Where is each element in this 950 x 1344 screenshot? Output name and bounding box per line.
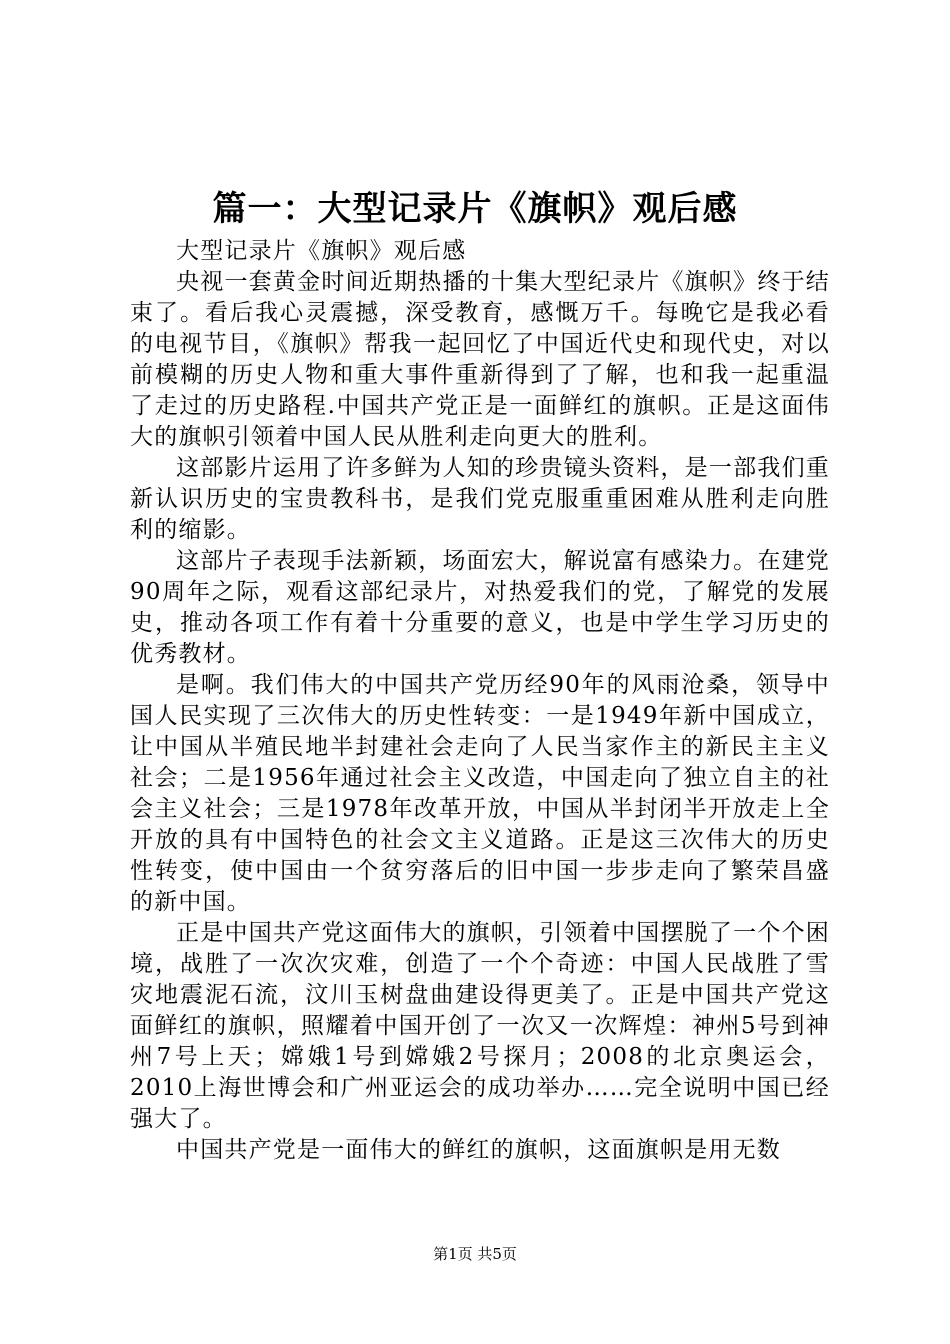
body-paragraph-5: 正是中国共产党这面伟大的旗帜，引领着中国摆脱了一个个困境，战胜了一次次灾难，创造了一个个奇迹：中国人民战胜了雪灾地震泥石流，汶川玉树盘曲建设得更美了。正是中国共产党这面鲜红的旗帜，照耀着中国开创了一次又一次辉煌：神州5号到神州7号上天；嫦娥1号到嫦娥2号探月；2008的北京奥运会，2010上海世博会和广州亚运会的成功举办……完全说明中国已经强大了。 bbox=[130, 920, 830, 1132]
body-paragraph-2: 这部影片运用了许多鲜为人知的珍贵镜头资料，是一部我们重新认识历史的宝贵教科书，是我们党克服重重困难从胜利走向胜利的缩影。 bbox=[130, 455, 830, 543]
page-footer: 第1页 共5页 bbox=[433, 1245, 517, 1263]
document-body bbox=[130, 236, 830, 1166]
body-paragraph-4: 是啊。我们伟大的中国共产党历经90年的风雨沧桑，领导中国人民实现了三次伟大的历史性转变：一是1949年新中国成立，让中国从半殖民地半封建社会走向了人民当家作主的新民主主义社会；二是1956年通过社会主义改造，中国走向了独立自主的社会主义社会；三是1978年改革开放，中国从半封闭半开放走上全开放的具有中国特色的社会文主义道路。正是这三次伟大的历史性转变，使中国由一个贫穷落后的旧中国一步步走向了繁荣昌盛的新中国。 bbox=[130, 672, 830, 915]
document-title: 篇一：大型记录片《旗帜》观后感 bbox=[212, 189, 738, 229]
subtitle-paragraph: 大型记录片《旗帜》观后感 bbox=[176, 238, 467, 264]
body-paragraph-3: 这部片子表现手法新颖，场面宏大，解说富有感染力。在建党90周年之际，观看这部纪录片，对热爱我们的党，了解党的发展史，推动各项工作有着十分重要的意义，也是中学生学习历史的优秀教材。 bbox=[130, 548, 830, 667]
body-paragraph-6: 中国共产党是一面伟大的鲜红的旗帜，这面旗帜是用无数 bbox=[176, 1137, 781, 1163]
body-paragraph-1: 央视一套黄金时间近期热播的十集大型纪录片《旗帜》终于结束了。看后我心灵震撼，深受教育，感慨万千。每晚它是我必看的电视节目，《旗帜》帮我一起回忆了中国近代史和现代史，对以前模糊的历史人物和重大事件重新得到了了解，也和我一起重温了走过的历史路程.中国共产党正是一面鲜红的旗帜。正是这面伟大的旗帜引领着中国人民从胜利走向更大的胜利。 bbox=[130, 269, 830, 450]
